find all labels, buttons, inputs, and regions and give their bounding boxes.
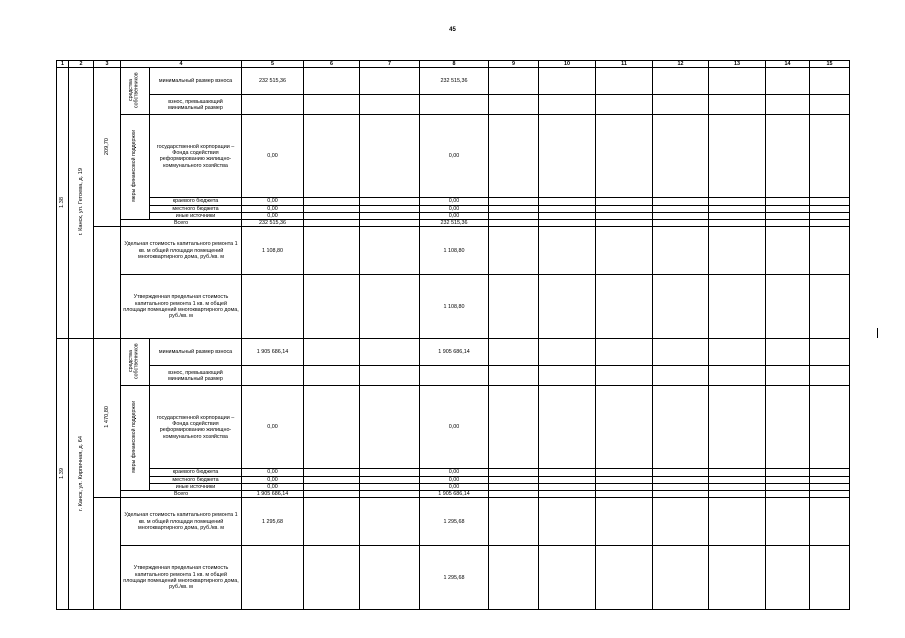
empty-cell <box>766 220 810 227</box>
empty-cell <box>596 546 653 610</box>
empty-cell <box>489 366 539 386</box>
empty-cell <box>360 386 420 469</box>
empty-cell <box>304 68 360 95</box>
col-header: 12 <box>653 61 709 68</box>
table-row <box>57 68 850 95</box>
empty-cell <box>489 275 539 339</box>
empty-cell <box>539 220 596 227</box>
empty-cell <box>489 205 539 212</box>
empty-cell <box>766 483 810 490</box>
empty-cell <box>539 275 596 339</box>
empty-cell <box>539 546 596 610</box>
fund-col5: 0,00 <box>242 386 304 469</box>
empty-cell <box>489 198 539 205</box>
col-header: 13 <box>709 61 766 68</box>
empty-cell <box>766 115 810 198</box>
col-header: 5 <box>242 61 304 68</box>
empty-cell <box>489 212 539 219</box>
col-header: 3 <box>94 61 121 68</box>
empty-cell <box>810 115 850 198</box>
empty-cell <box>653 227 709 275</box>
own-funds-label: средства собственников <box>121 68 150 115</box>
empty-cell <box>304 339 360 366</box>
empty-cell <box>420 366 489 386</box>
min-fee-col5: 232 515,36 <box>242 68 304 95</box>
empty-cell <box>489 476 539 483</box>
table-row <box>57 366 850 386</box>
col-header: 4 <box>121 61 242 68</box>
table-row <box>57 469 850 476</box>
table-row <box>57 220 850 227</box>
empty-cell <box>596 68 653 95</box>
over-fee-label: взнос, превышающий минимальный размер <box>150 366 242 386</box>
empty-cell <box>596 212 653 219</box>
regional-col5: 0,00 <box>242 469 304 476</box>
table-row <box>57 339 850 366</box>
table-row <box>57 546 850 610</box>
table-header-row <box>57 61 850 68</box>
empty-cell <box>810 491 850 498</box>
other-label: иные источники <box>150 483 242 490</box>
col-header: 8 <box>420 61 489 68</box>
table-row <box>57 227 850 275</box>
unit-cost-col8: 1 295,68 <box>420 498 489 546</box>
table-row <box>57 476 850 483</box>
empty-cell <box>810 227 850 275</box>
empty-cell <box>596 95 653 115</box>
regional-label: краевого бюджета <box>150 469 242 476</box>
empty-cell <box>304 95 360 115</box>
empty-cell <box>766 491 810 498</box>
empty-cell <box>539 386 596 469</box>
empty-cell <box>810 476 850 483</box>
empty-cell <box>489 386 539 469</box>
empty-cell <box>810 483 850 490</box>
empty-cell <box>596 483 653 490</box>
empty-cell <box>766 205 810 212</box>
empty-cell <box>242 275 304 339</box>
local-label: местного бюджета <box>150 205 242 212</box>
empty-cell <box>766 198 810 205</box>
empty-cell <box>360 275 420 339</box>
table-row <box>57 115 850 198</box>
total-col8: 1 905 686,14 <box>420 491 489 498</box>
regional-col8: 0,00 <box>420 469 489 476</box>
empty-cell <box>810 546 850 610</box>
empty-cell <box>360 498 420 546</box>
empty-cell <box>810 469 850 476</box>
empty-cell <box>709 366 766 386</box>
empty-cell <box>653 339 709 366</box>
local-col8: 0,00 <box>420 476 489 483</box>
empty-cell <box>766 386 810 469</box>
unit-cost-col5: 1 108,80 <box>242 227 304 275</box>
col-header: 7 <box>360 61 420 68</box>
empty-cell <box>304 220 360 227</box>
other-col5: 0,00 <box>242 483 304 490</box>
empty-cell <box>360 205 420 212</box>
support-label: меры финансовой поддержки <box>121 386 150 491</box>
regional-col5: 0,00 <box>242 198 304 205</box>
empty-cell <box>653 205 709 212</box>
empty-cell <box>653 68 709 95</box>
min-fee-col5: 1 905 686,14 <box>242 339 304 366</box>
empty-cell <box>810 339 850 366</box>
empty-cell <box>304 546 360 610</box>
empty-cell <box>539 491 596 498</box>
empty-cell <box>766 68 810 95</box>
empty-cell <box>766 212 810 219</box>
empty-cell <box>766 366 810 386</box>
empty-cell <box>596 366 653 386</box>
empty-cell <box>539 198 596 205</box>
empty-cell <box>653 115 709 198</box>
empty-cell <box>94 227 121 339</box>
empty-cell <box>766 469 810 476</box>
empty-cell <box>766 227 810 275</box>
empty-cell <box>810 198 850 205</box>
empty-cell <box>810 275 850 339</box>
regional-label: краевого бюджета <box>150 198 242 205</box>
empty-cell <box>360 68 420 95</box>
empty-cell <box>709 469 766 476</box>
local-col5: 0,00 <box>242 205 304 212</box>
empty-cell <box>539 339 596 366</box>
total-col8: 232 515,36 <box>420 220 489 227</box>
empty-cell <box>653 95 709 115</box>
empty-cell <box>653 546 709 610</box>
empty-cell <box>810 386 850 469</box>
empty-cell <box>94 498 121 610</box>
local-label: местного бюджета <box>150 476 242 483</box>
empty-cell <box>489 68 539 95</box>
empty-cell <box>489 546 539 610</box>
empty-cell <box>304 483 360 490</box>
empty-cell <box>766 275 810 339</box>
empty-cell <box>489 469 539 476</box>
empty-cell <box>489 339 539 366</box>
col-header: 11 <box>596 61 653 68</box>
local-col8: 0,00 <box>420 205 489 212</box>
empty-cell <box>420 95 489 115</box>
col-header: 14 <box>766 61 810 68</box>
empty-cell <box>304 498 360 546</box>
empty-cell <box>596 198 653 205</box>
empty-cell <box>242 546 304 610</box>
margin-mark <box>877 328 878 338</box>
empty-cell <box>360 95 420 115</box>
min-fee-label: минимальный размер взноса <box>150 339 242 366</box>
table-row <box>57 498 850 546</box>
empty-cell <box>539 227 596 275</box>
fund-label: государственной корпорации – Фонда содействия реформированию жилищно-коммунального хозяйства <box>150 115 242 198</box>
col-header: 6 <box>304 61 360 68</box>
col-header: 9 <box>489 61 539 68</box>
empty-cell <box>709 212 766 219</box>
other-col8: 0,00 <box>420 483 489 490</box>
empty-cell <box>360 198 420 205</box>
empty-cell <box>810 68 850 95</box>
empty-cell <box>304 227 360 275</box>
empty-cell <box>539 68 596 95</box>
empty-cell <box>596 339 653 366</box>
max-cost-label: Утвержденная предельная стоимость капитального ремонта 1 кв. м общей площади помещений многоквартирного дома, руб./кв. м <box>121 275 242 339</box>
min-fee-col8: 232 515,36 <box>420 68 489 95</box>
empty-cell <box>709 491 766 498</box>
empty-cell <box>304 386 360 469</box>
empty-cell <box>304 366 360 386</box>
empty-cell <box>653 491 709 498</box>
empty-cell <box>766 546 810 610</box>
empty-cell <box>596 227 653 275</box>
table-row <box>57 198 850 205</box>
empty-cell <box>653 275 709 339</box>
empty-cell <box>360 483 420 490</box>
empty-cell <box>810 205 850 212</box>
empty-cell <box>360 476 420 483</box>
fund-label: государственной корпорации – Фонда содействия реформированию жилищно-коммунального хозяйства <box>150 386 242 469</box>
empty-cell <box>709 386 766 469</box>
item-number: 1.39 <box>57 339 69 610</box>
fund-col8: 0,00 <box>420 386 489 469</box>
empty-cell <box>360 366 420 386</box>
empty-cell <box>489 483 539 490</box>
empty-cell <box>709 205 766 212</box>
address: г. Канск, ул. Кирпичная, д. 64 <box>69 339 94 610</box>
empty-cell <box>539 498 596 546</box>
unit-cost-col5: 1 295,68 <box>242 498 304 546</box>
empty-cell <box>489 115 539 198</box>
empty-cell <box>709 115 766 198</box>
empty-cell <box>360 546 420 610</box>
empty-cell <box>766 498 810 546</box>
unit-cost-label: Удельная стоимость капитального ремонта 1 кв. м общей площади помещений многоквартирного дома, руб./кв. м <box>121 227 242 275</box>
own-funds-label: средства собственников <box>121 339 150 386</box>
empty-cell <box>709 220 766 227</box>
col-header: 2 <box>69 61 94 68</box>
max-cost-label: Утвержденная предельная стоимость капитального ремонта 1 кв. м общей площади помещений многоквартирного дома, руб./кв. м <box>121 546 242 610</box>
empty-cell <box>360 469 420 476</box>
unit-cost-col8: 1 108,80 <box>420 227 489 275</box>
min-fee-col8: 1 905 686,14 <box>420 339 489 366</box>
empty-cell <box>810 220 850 227</box>
empty-cell <box>242 366 304 386</box>
max-cost-col8: 1 108,80 <box>420 275 489 339</box>
empty-cell <box>596 491 653 498</box>
empty-cell <box>360 220 420 227</box>
other-col5: 0,00 <box>242 212 304 219</box>
empty-cell <box>653 476 709 483</box>
empty-cell <box>539 483 596 490</box>
empty-cell <box>596 469 653 476</box>
empty-cell <box>596 220 653 227</box>
table-row <box>57 491 850 498</box>
col-header: 10 <box>539 61 596 68</box>
empty-cell <box>539 205 596 212</box>
table-row <box>57 205 850 212</box>
table-row <box>57 275 850 339</box>
empty-cell <box>653 386 709 469</box>
empty-cell <box>304 198 360 205</box>
table-row <box>57 483 850 490</box>
empty-cell <box>596 498 653 546</box>
empty-cell <box>810 95 850 115</box>
table-row <box>57 386 850 469</box>
col-header: 1 <box>57 61 69 68</box>
empty-cell <box>304 469 360 476</box>
unit-cost-label: Удельная стоимость капитального ремонта 1 кв. м общей площади помещений многоквартирного дома, руб./кв. м <box>121 498 242 546</box>
total-label: Всего <box>121 491 242 498</box>
max-cost-col8: 1 295,68 <box>420 546 489 610</box>
empty-cell <box>489 220 539 227</box>
empty-cell <box>709 68 766 95</box>
empty-cell <box>360 227 420 275</box>
empty-cell <box>596 476 653 483</box>
empty-cell <box>653 366 709 386</box>
empty-cell <box>709 275 766 339</box>
empty-cell <box>653 483 709 490</box>
address: г. Канск, ул. Гетоева, д. 19 <box>69 68 94 339</box>
area: 1 470,80 <box>94 339 121 498</box>
empty-cell <box>709 95 766 115</box>
empty-cell <box>653 469 709 476</box>
page-number: 45 <box>449 27 456 33</box>
empty-cell <box>709 198 766 205</box>
empty-cell <box>360 491 420 498</box>
empty-cell <box>709 339 766 366</box>
empty-cell <box>489 95 539 115</box>
empty-cell <box>653 220 709 227</box>
empty-cell <box>709 498 766 546</box>
empty-cell <box>709 476 766 483</box>
empty-cell <box>360 339 420 366</box>
item-number: 1.38 <box>57 68 69 339</box>
empty-cell <box>539 95 596 115</box>
empty-cell <box>304 491 360 498</box>
local-col5: 0,00 <box>242 476 304 483</box>
empty-cell <box>360 115 420 198</box>
total-col5: 1 905 686,14 <box>242 491 304 498</box>
empty-cell <box>539 366 596 386</box>
empty-cell <box>709 483 766 490</box>
empty-cell <box>810 366 850 386</box>
support-label: меры финансовой поддержки <box>121 115 150 220</box>
empty-cell <box>304 212 360 219</box>
col-header: 15 <box>810 61 850 68</box>
empty-cell <box>596 115 653 198</box>
empty-cell <box>810 498 850 546</box>
table-row <box>57 95 850 115</box>
empty-cell <box>596 275 653 339</box>
table-row <box>57 212 850 219</box>
fund-col5: 0,00 <box>242 115 304 198</box>
empty-cell <box>766 339 810 366</box>
capital-repair-table <box>56 60 850 610</box>
empty-cell <box>489 498 539 546</box>
empty-cell <box>304 476 360 483</box>
empty-cell <box>539 476 596 483</box>
empty-cell <box>810 212 850 219</box>
empty-cell <box>709 546 766 610</box>
area: 209,70 <box>94 68 121 227</box>
empty-cell <box>653 198 709 205</box>
empty-cell <box>596 386 653 469</box>
empty-cell <box>653 498 709 546</box>
over-fee-label: взнос, превышающий минимальный размер <box>150 95 242 115</box>
fund-col8: 0,00 <box>420 115 489 198</box>
empty-cell <box>539 469 596 476</box>
empty-cell <box>304 115 360 198</box>
empty-cell <box>766 95 810 115</box>
other-col8: 0,00 <box>420 212 489 219</box>
empty-cell <box>304 275 360 339</box>
empty-cell <box>539 115 596 198</box>
empty-cell <box>360 212 420 219</box>
empty-cell <box>489 491 539 498</box>
empty-cell <box>304 205 360 212</box>
empty-cell <box>709 227 766 275</box>
empty-cell <box>596 205 653 212</box>
empty-cell <box>653 212 709 219</box>
empty-cell <box>539 212 596 219</box>
other-label: иные источники <box>150 212 242 219</box>
empty-cell <box>766 476 810 483</box>
empty-cell <box>242 95 304 115</box>
empty-cell <box>489 227 539 275</box>
regional-col8: 0,00 <box>420 198 489 205</box>
total-col5: 232 515,36 <box>242 220 304 227</box>
min-fee-label: минимальный размер взноса <box>150 68 242 95</box>
total-label: Всего <box>121 220 242 227</box>
